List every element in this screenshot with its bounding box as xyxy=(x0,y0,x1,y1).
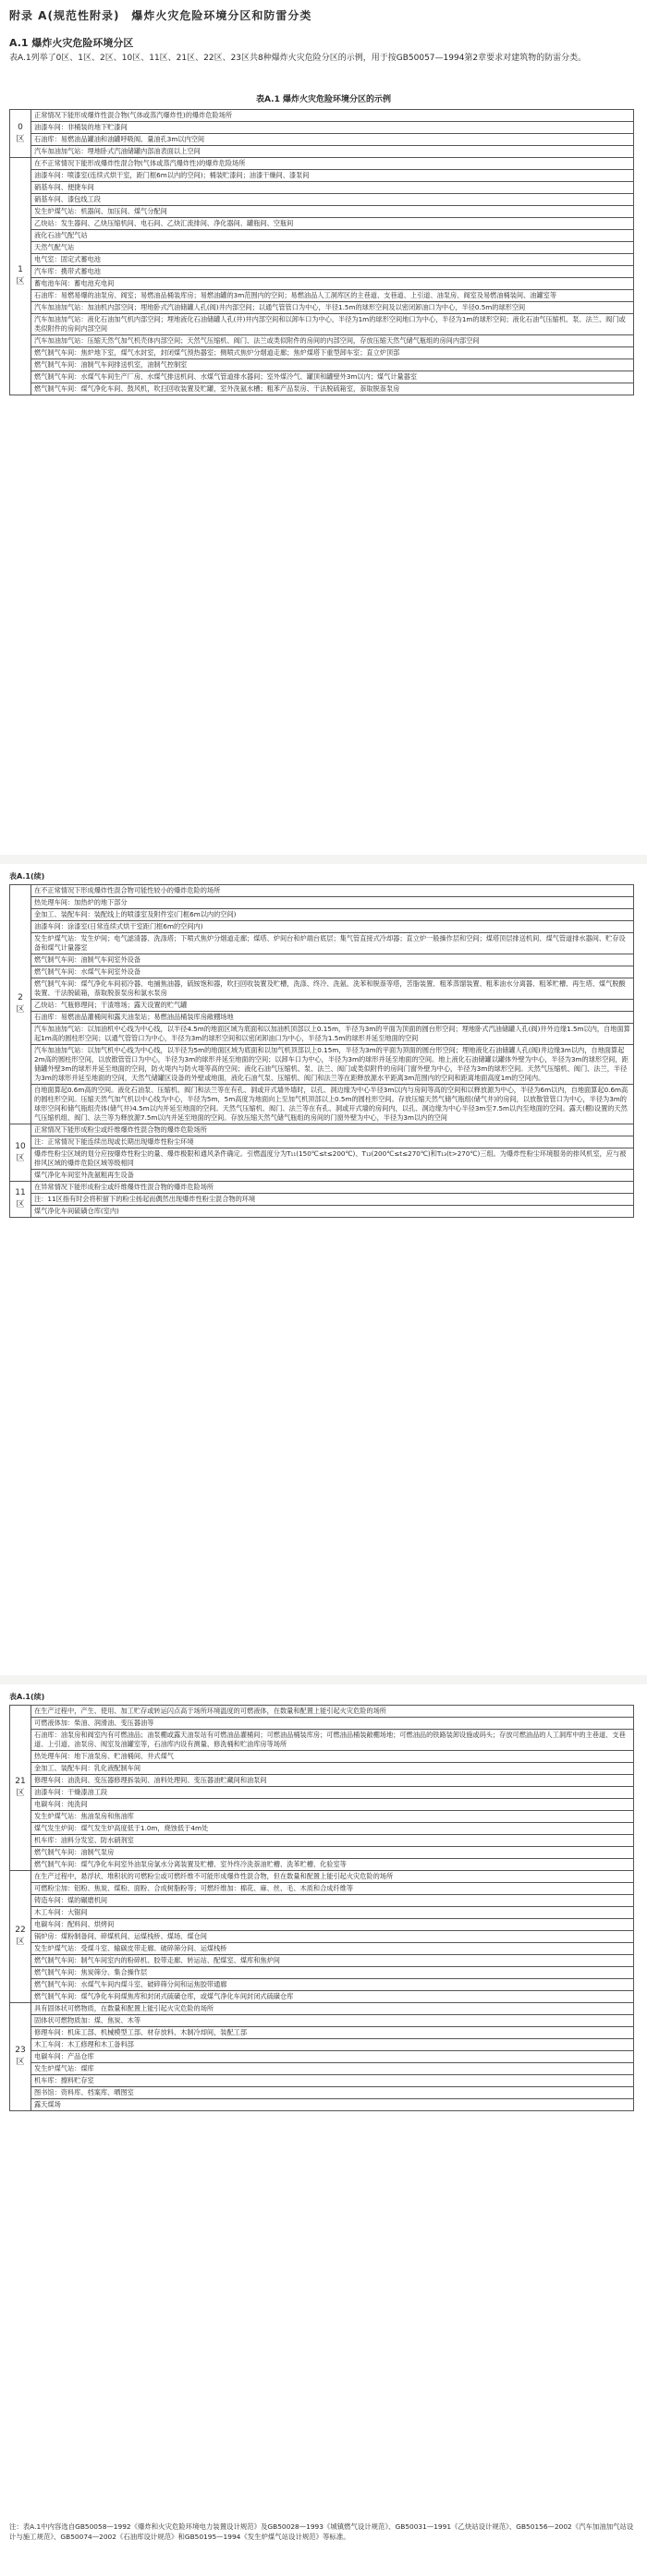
zone-example-cell: 可燃液体加：柴油、润滑油、变压器油等 xyxy=(31,1718,634,1730)
zone-example-cell: 爆炸性粉尘区域的划分应按爆炸性粉尘的量、爆炸极限和通风条件确定。引燃温度分为T₁₁(150℃≤t≤200℃)、T₁₂(200℃≤t≤270℃)和T₁₃(t>270℃)三组。为爆炸性粉尘环境服务的排风机室，应与被排风区域的爆炸危险区域等级相同 xyxy=(31,1148,634,1170)
zone-example-cell: 汽车加油加气站：液化石油加气机内部空间；埋地液化石油储罐人孔(井)井内部空间和以卸车口为中心，半径为1m的球形空间地口为中心，半径为1m的球形空间；液化石油气压缩机、泵、法兰、阀门或类似附件的房间内部空间 xyxy=(31,314,634,335)
table-row xyxy=(10,1823,634,1835)
table-row xyxy=(10,2099,634,2111)
table-row xyxy=(10,1931,634,1943)
table-row xyxy=(10,921,634,933)
table-row xyxy=(10,158,634,170)
zone-example-cell: 燃气制气车间：焦炭筛分、集合操作层 xyxy=(31,1967,634,1979)
table-row xyxy=(10,2063,634,2075)
zone-example-cell: 在不正常情况下形成爆炸性混合物可能性较小的爆炸危险的场所 xyxy=(31,885,634,897)
table-row xyxy=(10,242,634,254)
table-row xyxy=(10,1811,634,1823)
table-row xyxy=(10,1787,634,1799)
table-row xyxy=(10,1206,634,1218)
table-row xyxy=(10,1706,634,1718)
table-row xyxy=(10,933,634,954)
table-row xyxy=(10,1775,634,1787)
zone-example-cell: 机车库：擦料贮存室 xyxy=(31,2075,634,2087)
zone-example-cell: 乙炔站：发生器间、乙炔压缩机间、电石间、乙炔汇流排间、净化器间、罐瓶间、空瓶间 xyxy=(31,218,634,230)
table-row xyxy=(10,1991,634,2003)
table-row xyxy=(10,2051,634,2063)
zone-example-cell: 汽车加油加气站：埋地卧式汽油储罐内部油表面以上空间 xyxy=(31,146,634,158)
table-row xyxy=(10,1124,634,1136)
table-row xyxy=(10,897,634,909)
zone-example-cell: 燃气制气车间：煤气净化车间初冷器、电捕焦油器，硫铵饱和器，吹扫回收装置及贮槽，洗涤、终冷、洗氨、洗苯和脱萘等塔，苦脂装置、粗苯蒸馏装置、粗苯油水分离器、粗苯贮槽、再生塔、煤气脱酸装置、干法脱硫箱，萘取脱萘泵房和氯水泵房 xyxy=(31,978,634,1000)
table-row xyxy=(10,206,634,218)
table-row xyxy=(10,170,634,182)
zone-example-cell: 煤气净化车间室外洗氨粗再生设备 xyxy=(31,1170,634,1182)
zone-example-cell: 燃气制气车间：油制气车间排送机室，油制气控制室 xyxy=(31,359,634,371)
zone-table-part-2 xyxy=(9,884,634,1218)
zone-example-cell: 汽车加油加气站：加油机内部空间；埋地卧式汽油储罐人孔(阀)井内部空间；以通气管管口为中心，半径1.5m的球形空间及以密闭卸油口为中心，半径0.5m的球形空间 xyxy=(31,302,634,314)
table-row xyxy=(10,1967,634,1979)
table-row xyxy=(10,1835,634,1847)
zone-example-cell: 发生炉煤气站：煤库 xyxy=(31,2063,634,2075)
table-row xyxy=(10,218,634,230)
table-row xyxy=(10,182,634,194)
zone-example-cell: 发生炉煤气站：焦油泵房和焦油库 xyxy=(31,1811,634,1823)
zone-label: 21 区 xyxy=(10,1706,31,1871)
table-row xyxy=(10,266,634,278)
table-row xyxy=(10,1979,634,1991)
zone-example-cell: 蓄电池车间：蓄电池充电间 xyxy=(31,278,634,290)
zone-example-cell: 自地面算起0.6m高的空间。液化石油泵、压缩机、阀门和法兰等在有孔、洞或开式墙外墙时，以孔、洞边缘为中心半径3m以内与房间等高的空间和以释放源为中心，半径为6m以内，自地面算起0.6m高的圆柱形空间。压缩天然气加气机以中心线为中心，半径为5m，5m高度为地面向上至加气机顶部以上0.5m的圆柱形空间。存放压缩天然气储气瓶组(储气井)的房间，以放散管管口为中心，半径为3m的球形空间和储气瓶组壳体(储气井)4.5m以内并延至地面的空间。天然气压缩机、阀门、法兰等在有孔、洞或开式墙的房间内，以孔、洞边缘为中心半径3m至7.5m以内至地面的空间。露天(棚)设置的天然气压缩机组、阀门、法兰等为释放源7.5m以内并延至地面的空间。存放压缩天然气储气瓶组的房间的门窗外壁为中心，半径为3m以内的空间 xyxy=(31,1085,634,1124)
table-row xyxy=(10,1763,634,1775)
table-row xyxy=(10,1919,634,1931)
zone-example-cell: 乙炔站：气瓶修理间；干渣堆场；露天设置的贮气罐 xyxy=(31,1000,634,1012)
table-row xyxy=(10,302,634,314)
table-row xyxy=(10,122,634,134)
table-row xyxy=(10,134,634,146)
page-2 xyxy=(0,864,647,1675)
table-continued-label: 表A.1(续) xyxy=(9,872,45,881)
table-row xyxy=(10,290,634,302)
table-row xyxy=(10,1751,634,1763)
table-row xyxy=(10,230,634,242)
section-title: A.1 爆炸火灾危险环境分区 xyxy=(9,37,134,49)
page-1 xyxy=(0,0,647,855)
table-row xyxy=(10,383,634,395)
table-row xyxy=(10,954,634,966)
zone-example-cell: 电碳车间：纯洗间 xyxy=(31,1799,634,1811)
zone-example-cell: 硝基车间、便捷车间 xyxy=(31,182,634,194)
table-footnote: 注：表A.1中内容选自GB50058—1992《爆炸和火灾危险环境电力装置设计规范》及GB50028—1993《城镇燃气设计规范》、GB50031—1991《乙炔站设计规范》、GB50156—2002《汽车加油加气站设计与施工规范》、GB50074—2002《石油库设计规范》和GB50195—1994《发生炉煤气站设计规范》等标准。 xyxy=(9,2522,634,2541)
zone-example-cell: 煤气发生炉间：煤气发生炉高度低于1.0m，烧蚀低于4m处 xyxy=(31,1823,634,1835)
zone-example-cell: 发生炉煤气站：机器间、加压间、煤气分配间 xyxy=(31,206,634,218)
table-continued-label: 表A.1(续) xyxy=(9,1693,45,1701)
table-row xyxy=(10,1730,634,1751)
table-row xyxy=(10,909,634,921)
zone-example-cell: 燃气制气车间：水煤气车间内煤斗室、破碎筛分间和运焦胶带通廊 xyxy=(31,1979,634,1991)
table-row xyxy=(10,2075,634,2087)
table-row xyxy=(10,1883,634,1895)
table-row xyxy=(10,1024,634,1045)
zone-example-cell: 在生产过程中，悬浮状、堆积状的可燃粉尘或可燃纤维不可能形成爆炸性混合物，但在数量和配置上能引起火灾危险的场所 xyxy=(31,1871,634,1883)
table-row xyxy=(10,1012,634,1024)
table-title: 表A.1 爆炸火灾危险环境分区的示例 xyxy=(256,95,391,104)
zone-label: 10 区 xyxy=(10,1124,31,1182)
table-row xyxy=(10,966,634,978)
table-row xyxy=(10,1194,634,1206)
zone-example-cell: 电碳车间：配料间、烘烤间 xyxy=(31,1919,634,1931)
zone-example-cell: 具有固体状可燃物质，在数量和配置上能引起火灾危险的场所 xyxy=(31,2003,634,2015)
table-row xyxy=(10,978,634,1000)
zone-example-cell: 在生产过程中，产生、使用、加工贮存或转运闪点高于场所环境温度的可燃液体，在数量和配置上能引起火灾危险的场所 xyxy=(31,1706,634,1718)
appendix-title: 附录 A(规范性附录) 爆炸火灾危险环境分区和防雷分类 xyxy=(9,9,312,22)
intro-paragraph: 表A.1列举了0区、1区、2区、10区、11区、21区、22区、23区共8种爆炸火灾危险分区的示例，用于按GB50057—1994第2章要求对建筑物的防雷分类。 xyxy=(9,54,587,63)
zone-example-cell: 图书馆：资料库、档案库、晒图室 xyxy=(31,2087,634,2099)
table-row xyxy=(10,194,634,206)
zone-example-cell: 发生炉煤气站：发生炉间；电气滤清器、洗涤塔；下喷式焦炉分烟道走廊；煤塔、炉间台和炉端台底层；集气管直接式冷却器；直立炉一般操作层和空间；煤塔顶层排送机间、煤气管道排水器间、贮存设备和煤气计量器室 xyxy=(31,933,634,954)
zone-example-cell: 燃气制气车间：水煤气车间生产厂房、水煤气排送机间、水煤气管道排水器间；室外煤冷气、罐顶和罐壁外3m以内；煤气计量器室 xyxy=(31,371,634,383)
table-row xyxy=(10,1955,634,1967)
table-row xyxy=(10,110,634,122)
table-row xyxy=(10,1718,634,1730)
zone-example-cell: 发生炉煤气站：受煤斗室、输碳皮带走廊、破碎筛分间、运煤栈桥 xyxy=(31,1943,634,1955)
page-3 xyxy=(0,1684,647,2576)
zone-example-cell: 固体状可燃物质加：煤、焦炭、木等 xyxy=(31,2015,634,2027)
table-row xyxy=(10,347,634,359)
zone-example-cell: 热处理车间：加热炉的地下部分 xyxy=(31,897,634,909)
zone-label: 11 区 xyxy=(10,1182,31,1218)
zone-example-cell: 木工车间：木工修理和木工备料部 xyxy=(31,2039,634,2051)
zone-example-cell: 汽车加油加气站：以加气机中心线为中心线，以半径为5m的地面区域为底面和以加气机顶部以上0.15m，半径为3m的平面为顶面的圆台形空间；埋地液化石油储罐人孔(阀)井边缘3m以内，自地面算起2m高的圆柱形空间，以放散管管口为中心，半径为3m的球形并延至地面的空间；以卸车口为中心，半径为3m的球形并延至地面的空间。地上液化石油储罐以罐体外壁为中心，半径为3m的球形空间，距储罐外壁3m的球形并延至地面的空间，防火堤内与防火堤等高的空间；液化石油气压缩机、泵、法兰、阀门或类似附件的房间门窗外壁为中心，半径为3m的球形空间。天然气压缩机、阀门、法兰，半径为3m的球形并延至地面的空间，天然气储罐区设备的外壁或地面，液化石油气泵、压缩机、阀门和法兰等在距释放源水平距离3m范围内的空间和距离地面高度1m的空间内。 xyxy=(31,1045,634,1085)
table-row xyxy=(10,2087,634,2099)
zone-example-cell: 可燃粉尘加：铝粉、焦炭、煤粉、面粉、合成树脂粉等；可燃纤维加：棉花、麻、丝、毛、木质和合成纤维等 xyxy=(31,1883,634,1895)
table-row xyxy=(10,1895,634,1907)
table-row xyxy=(10,1085,634,1124)
zone-table-part-3 xyxy=(9,1705,634,2111)
table-row xyxy=(10,1859,634,1871)
zone-example-cell: 电碳车间：产品仓库 xyxy=(31,2051,634,2063)
zone-table-part-1 xyxy=(9,109,634,395)
zone-example-cell: 金加工、装配车间：乳化液配制车间 xyxy=(31,1763,634,1775)
table-row xyxy=(10,1907,634,1919)
zone-example-cell: 石油库：易燃油品罐油和油罐呼吸阀、量油孔3m以内空间 xyxy=(31,134,634,146)
table-row xyxy=(10,1799,634,1811)
zone-example-cell: 油漆车间：喷漆室(连续式烘干室，距门框6m以内的空间)；桶装贮漆间；油漆干燥间、漆泵间 xyxy=(31,170,634,182)
zone-example-cell: 石油库：易燃易爆的油泵房、阀室；易燃油品桶装库房；易燃油罐的3m范围内的空间；易燃油品人工洞库区的主巷道、支巷道、上引道、油泵房、阀室及易燃油桶装间、油罐室等 xyxy=(31,290,634,302)
zone-example-cell: 正常情况下能形成爆炸性混合物(气体或蒸汽爆炸性)的爆炸危险场所 xyxy=(31,110,634,122)
zone-example-cell: 机车库：油料分发室、防水硝剂室 xyxy=(31,1835,634,1847)
zone-example-cell: 燃气制气车间：制气车间室内的粉碎机、胶带走廊、转运站、配煤室、煤库和焦炉间 xyxy=(31,1955,634,1967)
zone-example-cell: 铸造车间：煤的碾磨机间 xyxy=(31,1895,634,1907)
zone-example-cell: 热处理车间：地下油泵房、贮油桶间、井式煤气 xyxy=(31,1751,634,1763)
table-row xyxy=(10,1943,634,1955)
table-row xyxy=(10,1170,634,1182)
table-row xyxy=(10,146,634,158)
zone-label: 0 区 xyxy=(10,110,31,158)
zone-example-cell: 燃气制气车间：水煤气车间室外设备 xyxy=(31,966,634,978)
zone-label: 2 区 xyxy=(10,885,31,1124)
zone-example-cell: 露天煤场 xyxy=(31,2099,634,2111)
zone-example-cell: 液化石油气配气站 xyxy=(31,230,634,242)
zone-example-cell: 汽车库：携带式蓄电池 xyxy=(31,266,634,278)
table-row xyxy=(10,1045,634,1085)
zone-example-cell: 天然气配气站 xyxy=(31,242,634,254)
zone-example-cell: 油漆车间：非桶装的地下贮漆间 xyxy=(31,122,634,134)
zone-example-cell: 汽车加油加气站：以加油机中心线为中心线，以半径4.5m的地面区域为底面和以加油机顶部以上0.15m，半径为3m的平面为顶面的圆台形空间；埋地卧式汽油储罐人孔(阀)井外边缘1.5m以内，自地面算起1m高的圆柱形空间；以通气管管口为中心，半径为3m的球形空间和以密闭卸油口为中心，半径为1.5m的球形并延至地面的空间 xyxy=(31,1024,634,1045)
zone-label: 1 区 xyxy=(10,158,31,395)
zone-example-cell: 在不正常情况下能形成爆炸性混合物(气体或蒸汽爆炸性)的爆炸危险场所 xyxy=(31,158,634,170)
table-row xyxy=(10,1136,634,1148)
zone-example-cell: 燃气制气车间：煤气净化车间煤焦库和封闭式硫磺仓库，或煤气净化车间封闭式硫磺仓库 xyxy=(31,1991,634,2003)
zone-example-cell: 修理车间：机床工部、机械模型工部、材存放料、木制冷却间，装配工部 xyxy=(31,2027,634,2039)
zone-example-cell: 硝基车间、漆包线工段 xyxy=(31,194,634,206)
table-row xyxy=(10,335,634,347)
zone-example-cell: 注：正常情况下能连续出现或长期出现爆炸性粉尘环境 xyxy=(31,1136,634,1148)
table-row xyxy=(10,371,634,383)
zone-example-cell: 注：11区指有时会将积留下的粉尘扬起而偶然出现爆炸性粉尘混合物的环境 xyxy=(31,1194,634,1206)
zone-example-cell: 锅炉房：煤粉制备间、碎煤机间、运煤栈桥、煤场、煤仓间 xyxy=(31,1931,634,1943)
table-row xyxy=(10,278,634,290)
table-row xyxy=(10,1847,634,1859)
table-row xyxy=(10,1871,634,1883)
zone-example-cell: 汽车加油加气站：压缩天然气加气机壳体内部空间；天然气压缩机、阀门、法兰或类似附件的房间的内部空间，存放压缩天然气储气瓶组的房间内部空间 xyxy=(31,335,634,347)
table-row xyxy=(10,1000,634,1012)
zone-example-cell: 木工车间：大锯间 xyxy=(31,1907,634,1919)
table-row xyxy=(10,2039,634,2051)
zone-example-cell: 油漆车间：干燥漆油工段 xyxy=(31,1787,634,1799)
table-row xyxy=(10,359,634,371)
table-row xyxy=(10,2015,634,2027)
zone-example-cell: 油漆车间：涂漆室(日常连续式烘干室距门框6m的空间内) xyxy=(31,921,634,933)
table-row xyxy=(10,1148,634,1170)
table-row xyxy=(10,1182,634,1194)
zone-example-cell: 金加工、装配车间：装配线上的喷漆室及附件室(门框6m以内的空间) xyxy=(31,909,634,921)
zone-example-cell: 燃气制气车间：焦炉地下室，煤气水封室，封闭煤气预热器室；侧喷式焦炉分烟道走廊；焦炉煤塔下重型卸车室；直立炉顶部 xyxy=(31,347,634,359)
zone-label: 23 区 xyxy=(10,2003,31,2111)
table-row xyxy=(10,2027,634,2039)
zone-example-cell: 燃气制气车间：油制气车间室外设备 xyxy=(31,954,634,966)
zone-example-cell: 修理车间：油洗间、变压器修理拆装间、油料处理间、变压器油贮藏间和油泵间 xyxy=(31,1775,634,1787)
zone-example-cell: 石油库：油泵房和阀室内有可燃油品；油泵棚或露天油泵站有可燃油品灌桶间；可燃油品桶装库房；可燃油品桶装敞棚场地；可燃油品的铁路装卸设施或码头；存放可燃油品的人工洞库中的主巷道、支巷道、上引道、油泵房、阀室及油罐室等，石油库内设有测量、修洗桶和贮油库房等场所 xyxy=(31,1730,634,1751)
zone-example-cell: 石油库：易燃油品灌桶间和露天油泵站；易燃油品桶装库房敞棚场地 xyxy=(31,1012,634,1024)
zone-example-cell: 煤气净化车间硫磺仓库(室内) xyxy=(31,1206,634,1218)
zone-example-cell: 在异常情况下能形成粉尘或纤维爆炸性混合物的爆炸危险场所 xyxy=(31,1182,634,1194)
zone-example-cell: 燃气制气车间：煤气净化车间室外油泵房氯水分离装置及贮槽、室外终冷洗萘油贮槽、洗苯贮槽、化验室等 xyxy=(31,1859,634,1871)
zone-label: 22 区 xyxy=(10,1871,31,2003)
zone-example-cell: 电气室：固定式蓄电池 xyxy=(31,254,634,266)
zone-example-cell: 正常情况下能形成粉尘或纤维爆炸性混合物的爆炸危险场所 xyxy=(31,1124,634,1136)
zone-example-cell: 燃气制气车间：油制气泵房 xyxy=(31,1847,634,1859)
zone-example-cell: 燃气制气车间：煤气净化车间、鼓风机，吹扫回收装置及贮罐，室外洗氨水槽；粗苯产品泵房、干法脱硫箱室，萘取脱萘泵房 xyxy=(31,383,634,395)
table-row xyxy=(10,254,634,266)
table-row xyxy=(10,885,634,897)
table-row xyxy=(10,314,634,335)
table-row xyxy=(10,2003,634,2015)
